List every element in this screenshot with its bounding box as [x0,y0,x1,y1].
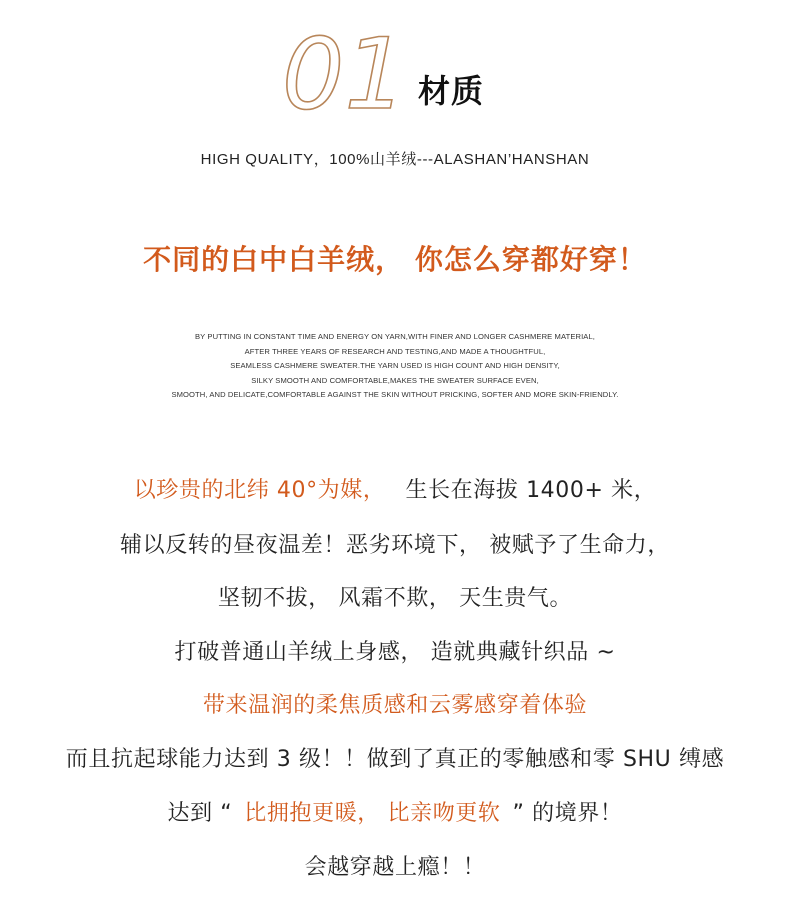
english-line: SEAMLESS CASHMERE SWEATER.THE YARN USED IS HIGH COUNT AND HIGH DENSITY, [230,361,560,370]
body-line-1-accent: 以珍贵的北纬 40°为媒， [133,478,386,503]
section-title: 材质 [418,72,485,110]
body-line-3: 坚韧不拔， 风霜不欺， 天生贵气。 [217,586,573,611]
english-line: SILKY SMOOTH AND COMFORTABLE,MAKES THE SWEATER SURFACE EVEN, [251,375,539,385]
body-line-7-end: ” 的境界！ [512,801,623,826]
body-line-5: 带来温润的柔焦质感和云雾感穿着体验 [202,693,588,718]
headline: 不同的白中白羊绒， 你怎么穿都好穿！ [143,243,647,276]
body-line-7-accent: 比拥抱更暖， 比亲吻更软 [244,801,501,826]
body-line-1-rest: 生长在海拔 1400+ 米， [405,478,657,503]
section-number-text: 01 [282,20,407,120]
subtitle: HIGH QUALITY，100%山羊绒---ALASHAN’HANSHAN [200,151,590,168]
body-line-6: 而且抗起球能力达到 3 级！！做到了真正的零触感和零 SHU 缚感 [65,747,725,772]
section-number [280,20,410,120]
english-line: AFTER THREE YEARS OF RESEARCH AND TESTING,AND MADE A THOUGHTFUL, [244,346,546,356]
body-line-4: 打破普通山羊绒上身感， 造就典藏针织品 ~ [174,640,616,665]
body-line-8: 会越穿越上瘾！！ [304,855,486,880]
body-line-2: 辅以反转的昼夜温差！恶劣环境下， 被赋予了生命力， [120,533,670,558]
body-line-7 [0,796,790,827]
body-line-1 [0,473,790,504]
body-line-7-start: 达到 “ [167,801,233,826]
english-paragraph [0,330,790,403]
english-line: BY PUTTING IN CONSTANT TIME AND ENERGY ON YARN,WITH FINER AND LONGER CASHMERE MATERIAL, [195,332,595,341]
english-line: SMOOTH, AND DELICATE,COMFORTABLE AGAINST THE SKIN WITHOUT PRICKING, SOFTER AND MORE SKIN-FRIENDLY. [171,390,619,399]
